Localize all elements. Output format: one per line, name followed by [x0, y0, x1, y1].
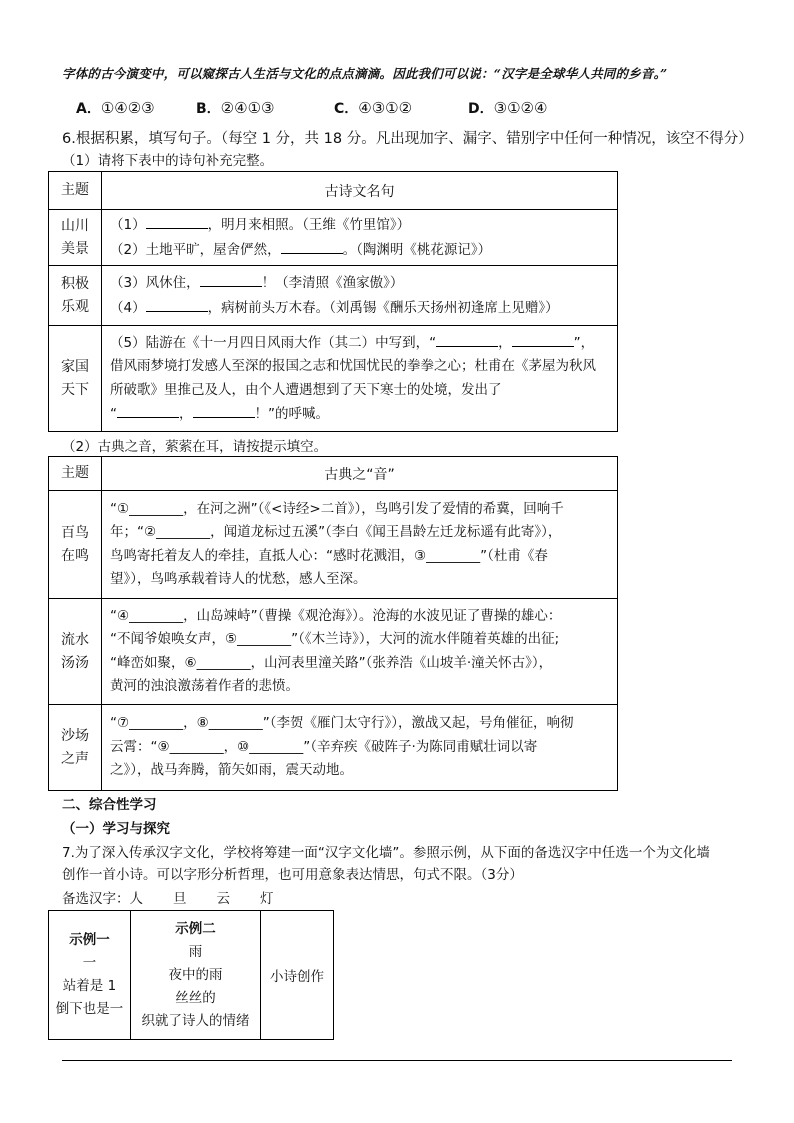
table1-theme-cell: 积极 乐观: [49, 266, 102, 326]
table1-content-cell: [102, 266, 618, 326]
text-line: 借风雨梦境打发感人至深的报国之志和忧国忧民的拳拳之心；杜甫在《茅屋为秋风: [110, 358, 596, 374]
table2-theme-cell: 沙场 之声: [49, 705, 102, 791]
option-a[interactable]: A．①④②③: [76, 99, 155, 117]
option-c[interactable]: C．④③①②: [334, 99, 413, 117]
text-line: 所破歌》里推己及人，由个人遭遇想到了天下寒士的处境，发出了: [110, 381, 502, 398]
table2-content-cell: [102, 599, 618, 705]
example-one-title: 示例一: [69, 932, 110, 948]
q6-stem: 6.根据积累，填写句子。（每空 1 分，共 18 分。凡出现加字、漏字、错别字中任何一种情况，该空不得分）: [62, 131, 753, 147]
q7-line-2: 创作一首小诗。可以字形分析哲理，也可用意象表达情思，句式不限。（3分）: [62, 867, 523, 883]
example-one-cell: [49, 911, 131, 1040]
example-one-line: 一: [82, 955, 97, 971]
text-line: 年；“②________，闻道龙标过五溪”（李白《闻王昌龄左迁龙标遥有此寄》），: [110, 524, 562, 540]
text-line: “④________，山岛竦峙”（曹操《观沧海》）。沧海的水波见证了曹操的雄心：: [110, 607, 562, 624]
answer-blank[interactable]: [117, 402, 179, 418]
text-line: 之》），战马奔腾，箭矢如雨，震天动地。: [110, 762, 353, 779]
table2-content-cell: [102, 491, 618, 599]
poem-table-2: [48, 456, 618, 791]
example-one-line: 站着是 1: [62, 978, 117, 994]
table2-header-theme: 主题: [49, 457, 102, 491]
answer-blank[interactable]: [146, 296, 208, 312]
section2-subtitle: （一）学习与探究: [62, 821, 170, 837]
poem-creation-label: 小诗创作: [270, 969, 324, 985]
option-d[interactable]: D．③①②④: [468, 99, 548, 117]
candidate-chars: 备选汉字：人 旦 云 灯: [62, 891, 274, 907]
poem-creation-cell[interactable]: [261, 911, 334, 1040]
text-line: “①________，在河之洲”（《<诗经>二首》），鸟鸣引发了爱情的希冀，回响千: [110, 500, 564, 517]
poem-table-1: [48, 171, 618, 432]
answer-blank[interactable]: [146, 213, 208, 229]
q7-line-1: 7.为了深入传承汉字文化，学校将筹建一面“汉字文化墙”。参照示例，从下面的备选汉字中任选一个为文化墙: [62, 845, 710, 861]
table1-header-theme: 主题: [49, 172, 102, 210]
q6-part1-title: （1）请将下表中的诗句补充完整。: [62, 153, 274, 169]
answer-blank[interactable]: [193, 402, 255, 418]
blank-line-4: （4） ，病树前头万木春。（刘禹锡《酬乐天扬州初逢席上见赠》）: [110, 296, 609, 321]
answer-options: [62, 98, 622, 118]
q6-part2-title: （2）古典之音，萦萦在耳，请按提示填空。: [62, 439, 328, 455]
poem-example-table: [48, 910, 334, 1040]
example-two-line: 雨: [188, 943, 203, 960]
blank-line-2: （2）土地平旷，屋舍俨然， 。（陶渊明《桃花源记》）: [110, 238, 609, 263]
table1-theme-cell: 山川 美景: [49, 210, 102, 266]
lead-text: 字体的古今演变中，可以窥探古人生活与文化的点点滴滴。因此我们可以说：“汉字是全球华人共同的乡音。”: [62, 66, 668, 81]
footer-divider: [62, 1060, 732, 1061]
section2-title: 二、综合性学习: [62, 797, 157, 813]
table1-content-cell: [102, 326, 618, 432]
answer-blank[interactable]: [436, 331, 498, 347]
example-two-line: 夜中的雨: [168, 966, 223, 983]
answer-blank[interactable]: [512, 331, 574, 347]
text-line: 望》），鸟鸣承载着诗人的忧愁，感人至深。: [110, 571, 367, 587]
example-two-line: 丝丝的: [175, 989, 216, 1006]
text-line: “不闻爷娘唤女声，⑤________”（《木兰诗》），大河的流水伴随着英雄的出征;: [110, 631, 560, 647]
table2-theme-cell: 百鸟 在鸣: [49, 491, 102, 599]
example-two-line: 织就了诗人的情绪: [141, 1012, 250, 1029]
text-line: 黄河的浊浪激荡着作者的悲愤。: [110, 678, 299, 694]
table1-header-content: 古诗文名句: [102, 172, 618, 210]
table2-theme-cell: 流水 汤汤: [49, 599, 102, 705]
table2-content-cell: [102, 705, 618, 791]
example-two-cell: [131, 911, 261, 1040]
table2-header-content: 古典之“音”: [102, 457, 618, 491]
table1-theme-cell: 家国 天下: [49, 326, 102, 432]
text-line: “峰峦如聚，⑥________，山河表里潼关路”（张养浩《山坡羊·潼关怀古》），: [110, 654, 553, 671]
text-line: 云霄：“⑨________，⑩________”（辛弃疾《破阵子·为陈同甫赋壮词以寄: [110, 738, 538, 755]
blank-line-1: （1） ，明月来相照。（王维《竹里馆》）: [110, 213, 609, 238]
example-one-line: 倒下也是一: [55, 1001, 124, 1017]
option-b[interactable]: B．②④①③: [196, 99, 275, 117]
blank-line-6: “ ， ！”的呼喊。: [110, 402, 609, 427]
blank-line-3: （3）风休住， ！（李清照《渔家傲》）: [110, 271, 609, 296]
blank-line-5: （5）陆游在《十一月四日风雨大作（其二）中写到，“ ， ”，: [110, 331, 609, 356]
example-two-title: 示例二: [175, 920, 216, 937]
text-line: “⑦________，⑧________”（李贺《雁门太守行》），激战又起，号角催征，响彻: [110, 715, 574, 732]
text-line: 鸟鸣寄托着友人的牵挂，直抵人心：“感时花溅泪，③________”（杜甫《春: [110, 547, 548, 564]
answer-blank[interactable]: [200, 271, 262, 287]
answer-blank[interactable]: [281, 238, 343, 254]
table1-content-cell: [102, 210, 618, 266]
